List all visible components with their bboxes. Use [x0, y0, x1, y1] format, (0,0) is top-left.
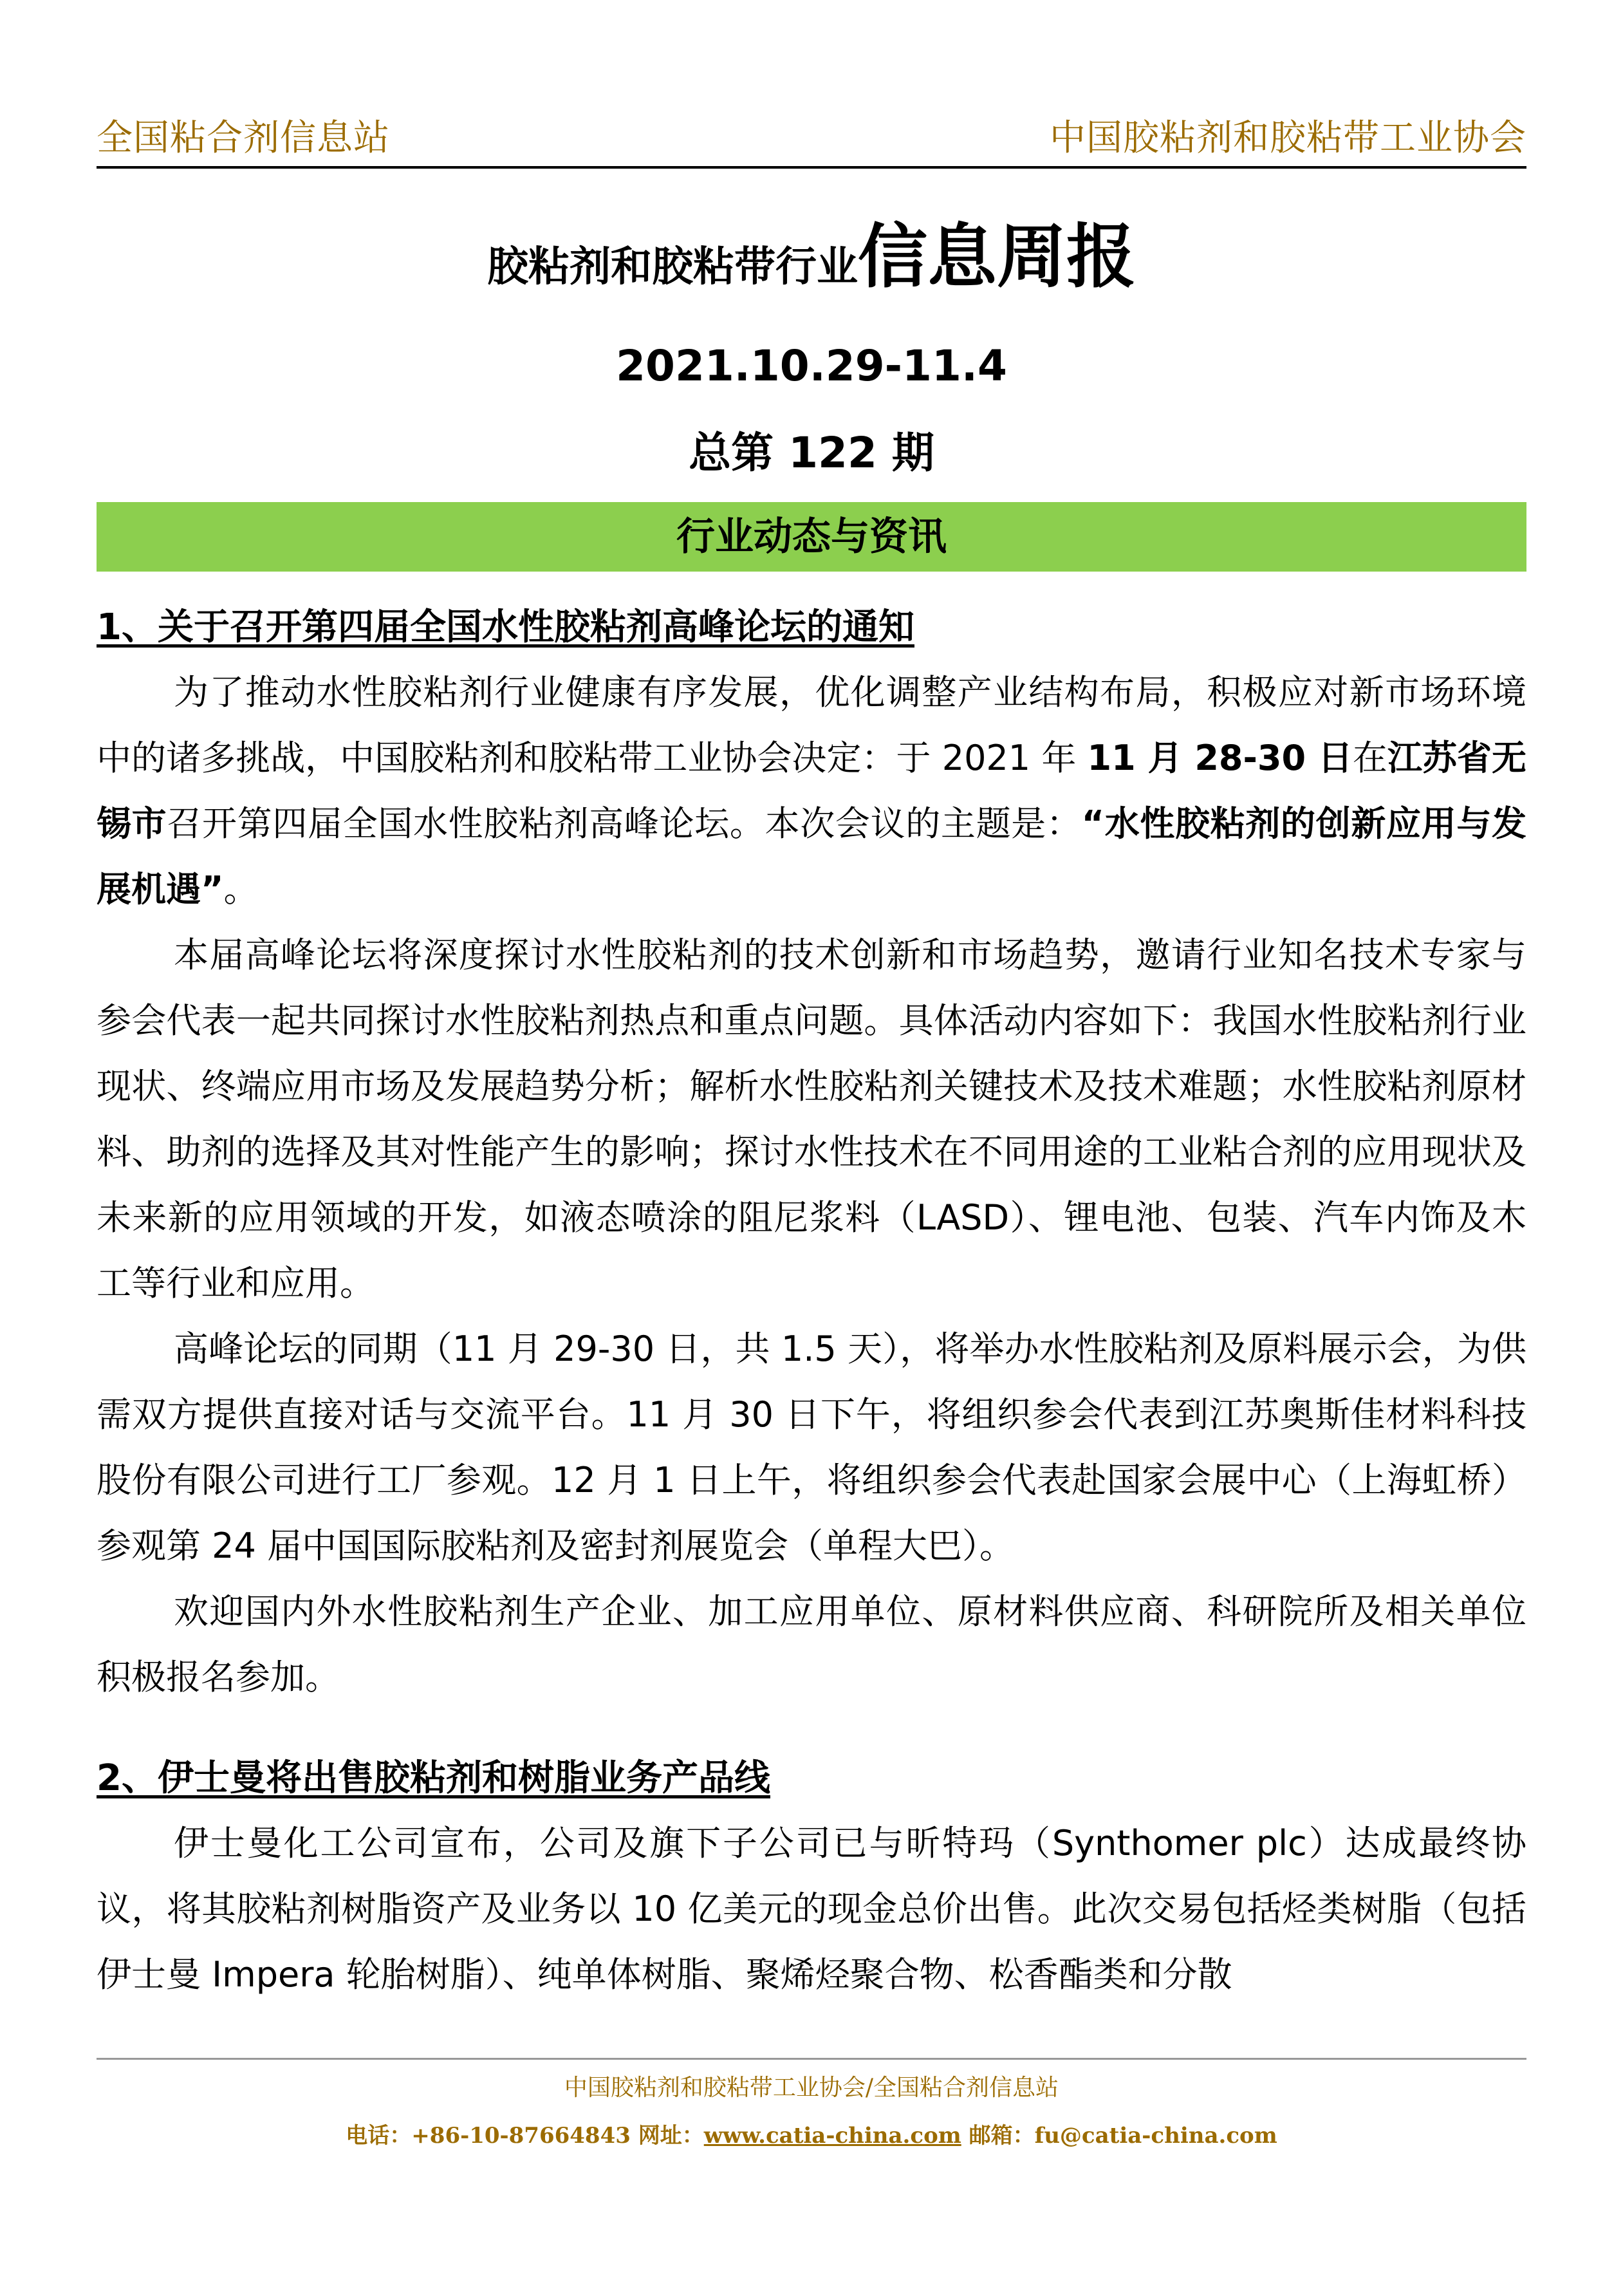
- report-title: [0, 216, 1623, 319]
- header-divider: [97, 166, 1526, 169]
- article-2-paragraph-1: 伊士曼化工公司宣布，公司及旗下子公司已与昕特玛（Synthomer plc）达成最终协议，将其胶粘剂树脂资产及业务以 10 亿美元的现金总价出售。此次交易包括烃类树脂（包括伊士曼 Impera 轮胎树脂）、纯单体树脂、聚烯烃聚合物、松香酯类和分散: [97, 1823, 1526, 1995]
- footer-website-link[interactable]: www.catia-china.com: [703, 2123, 961, 2149]
- text-run: 在: [1352, 738, 1387, 778]
- report-title-big: 信息周报: [857, 217, 1136, 297]
- text-run: 召开第四届全国水性胶粘剂高峰论坛。本次会议的主题是：: [167, 803, 1082, 844]
- text-run: 。: [223, 869, 259, 910]
- highlight-theme: “水性胶粘剂的创新应用与发展机遇”: [97, 803, 1527, 910]
- highlight-date: 11 月 28-30 日: [1087, 738, 1353, 778]
- header-left-text: 全国粘合剂信息站: [97, 117, 390, 159]
- article-1-title[interactable]: 1、关于召开第四届全国水性胶粘剂高峰论坛的通知: [97, 606, 914, 648]
- footer-contact: [0, 2118, 1623, 2149]
- section-heading: 行业动态与资讯: [97, 502, 1526, 572]
- article-1-paragraph-1: [97, 660, 1526, 922]
- page-header: [97, 116, 1526, 167]
- article-1-paragraph-4: 欢迎国内外水性胶粘剂生产企业、加工应用单位、原材料供应商、科研院所及相关单位积极报名参加。: [97, 1591, 1526, 1697]
- footer-organization: 中国胶粘剂和胶粘带工业协会/全国粘合剂信息站: [564, 2075, 1059, 2101]
- footer-divider: [97, 2058, 1526, 2060]
- report-issue: 总第 122 期: [689, 428, 934, 478]
- footer-phone: 电话：+86-10-87664843 网址：: [346, 2123, 704, 2149]
- article-content: [97, 595, 1526, 2008]
- article-2-title[interactable]: 2、伊士曼将出售胶粘剂和树脂业务产品线: [97, 1757, 770, 1799]
- report-date: 2021.10.29-11.4: [616, 341, 1007, 391]
- text-run: 为了推动水性胶粘剂行业健康有序发展，优化调整产业结构布局，积极应对新市场环境中的诸多挑战，中国胶粘剂和胶粘带工业协会决定：于 2021 年: [97, 672, 1526, 778]
- article-1-paragraph-3: 高峰论坛的同期（11 月 29-30 日，共 1.5 天），将举办水性胶粘剂及原料展示会，为供需双方提供直接对话与交流平台。11 月 30 日下午，将组织参会代表到江苏奥斯佳材料科技股份有限公司进行工厂参观。12 月 1 日上午，将组织参会代表赴国家会展中心（上海虹桥）参观第 24 届中国国际胶粘剂及密封剂展览会（单程大巴）。: [97, 1329, 1526, 1566]
- footer-email: 邮箱：fu@catia-china.com: [961, 2123, 1277, 2149]
- highlight-place: 江苏省无锡市: [97, 738, 1527, 844]
- report-title-small: 胶粘剂和胶粘带行业: [487, 243, 858, 291]
- header-right-text: 中国胶粘剂和胶粘带工业协会: [1050, 117, 1526, 159]
- article-1-paragraph-2: 本届高峰论坛将深度探讨水性胶粘剂的技术创新和市场趋势，邀请行业知名技术专家与参会代表一起共同探讨水性胶粘剂热点和重点问题。具体活动内容如下：我国水性胶粘剂行业现状、终端应用市场及发展趋势分析；解析水性胶粘剂关键技术及技术难题；水性胶粘剂原材料、助剂的选择及其对性能产生的影响；探讨水性技术在不同用途的工业粘合剂的应用现状及未来新的应用领域的开发，如液态喷涂的阻尼浆料（LASD）、锂电池、包装、汽车内饰及木工等行业和应用。: [97, 935, 1526, 1303]
